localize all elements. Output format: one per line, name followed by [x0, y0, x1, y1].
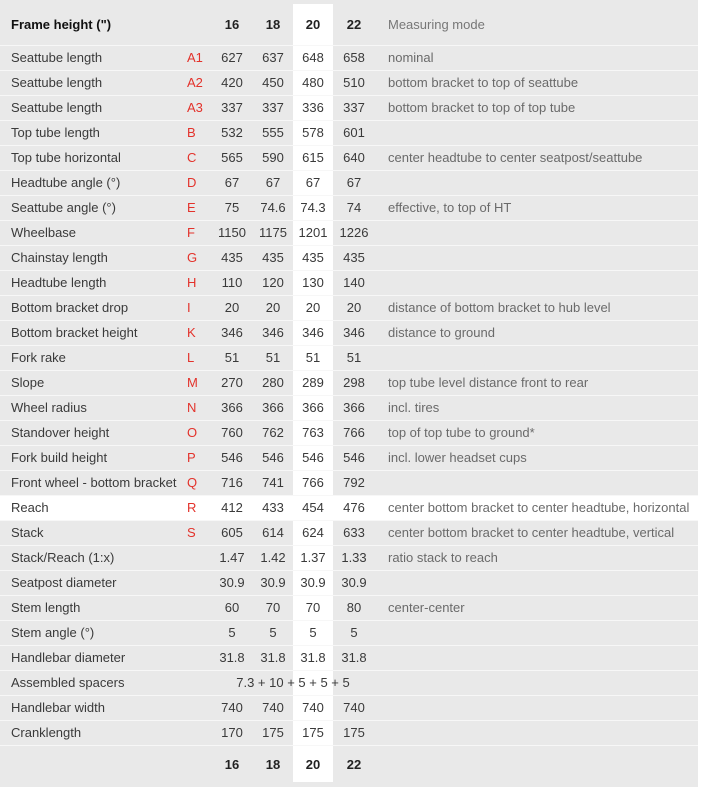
measurement-value: 435 — [262, 250, 284, 265]
measurement-value: 1150 — [218, 225, 246, 240]
measurement-value: 435 — [221, 250, 243, 265]
table-row — [0, 370, 698, 395]
measurement-code: I — [187, 300, 191, 315]
measurement-name: Reach — [11, 500, 49, 515]
measurement-name: Stem angle (°) — [11, 625, 95, 640]
size-header-22[interactable]: 22 — [346, 17, 362, 32]
measurement-code: O — [187, 425, 198, 440]
measurement-value: 615 — [302, 150, 324, 165]
measurement-value: 601 — [343, 125, 365, 140]
measurement-value: 30.9 — [341, 575, 367, 590]
measurement-name: Seattube length — [11, 100, 103, 115]
measurement-value: 74 — [346, 200, 362, 215]
measurement-value: 5 — [350, 625, 358, 640]
measurement-name: Stack — [11, 525, 44, 540]
measurement-note: incl. lower headset cups — [388, 450, 527, 465]
measurement-value: 792 — [343, 475, 365, 490]
measurement-value: 70 — [305, 600, 321, 615]
table-row — [0, 295, 698, 320]
table-row — [0, 520, 698, 545]
measurement-value: 337 — [221, 100, 243, 115]
table-row — [0, 695, 698, 720]
measurement-value: 366 — [302, 400, 324, 415]
measurement-value: 175 — [302, 725, 324, 740]
measurement-value: 346 — [302, 325, 324, 340]
table-row — [0, 70, 698, 95]
measurement-value: 627 — [221, 50, 243, 65]
size-header-16[interactable]: 16 — [224, 17, 240, 32]
measurement-value: 565 — [221, 150, 243, 165]
measurement-value: 435 — [343, 250, 365, 265]
measurement-value: 412 — [221, 500, 243, 515]
measurement-value: 476 — [343, 500, 365, 515]
table-row — [0, 220, 698, 245]
measurement-value: 532 — [221, 125, 243, 140]
measurement-note: nominal — [388, 50, 434, 65]
measurement-value: 578 — [302, 125, 324, 140]
measurement-value: 67 — [346, 175, 362, 190]
measurement-value: 637 — [262, 50, 284, 65]
measurement-note: center bottom bracket to center headtube, horizontal — [388, 500, 690, 515]
measurement-value: 270 — [221, 375, 243, 390]
measurement-value: 31.8 — [300, 650, 326, 665]
measurement-name: Wheelbase — [11, 225, 77, 240]
measurement-value: 20 — [305, 300, 321, 315]
table-row — [0, 245, 698, 270]
measuring-mode-label: Measuring mode — [388, 17, 485, 32]
table-row — [0, 470, 698, 495]
measurement-name: Cranklength — [11, 725, 82, 740]
measurement-value: 5 — [309, 625, 317, 640]
measurement-note: center bottom bracket to center headtube, vertical — [388, 525, 675, 540]
measurement-value: 175 — [262, 725, 284, 740]
measurement-value: 450 — [262, 75, 284, 90]
table-row — [0, 45, 698, 70]
measurement-value: 1.33 — [341, 550, 367, 565]
measurement-value: 110 — [221, 275, 243, 290]
measurement-note: ratio stack to reach — [388, 550, 498, 565]
measurement-value: 289 — [302, 375, 324, 390]
measurement-code: G — [187, 250, 198, 265]
measurement-value: 60 — [224, 600, 240, 615]
measurement-code: F — [187, 225, 195, 240]
measurement-value: 336 — [302, 100, 324, 115]
measurement-code: D — [187, 175, 197, 190]
measurement-value: 31.8 — [219, 650, 245, 665]
measurement-note: top tube level distance front to rear — [388, 375, 589, 390]
measurement-name: Handlebar width — [11, 700, 105, 715]
measurement-value: 67 — [305, 175, 321, 190]
measurement-value: 740 — [221, 700, 243, 715]
measurement-code: K — [187, 325, 196, 340]
measurement-value: 20 — [346, 300, 362, 315]
table-row — [0, 570, 698, 595]
measurement-value: 140 — [343, 275, 365, 290]
size-footer-20[interactable]: 20 — [305, 757, 321, 772]
measurement-value: 51 — [265, 350, 281, 365]
measurement-value: 760 — [221, 425, 243, 440]
measurement-value: 20 — [265, 300, 281, 315]
table-footer — [0, 745, 698, 783]
measurement-value: 454 — [302, 500, 324, 515]
measurement-name: Stack/Reach (1:x) — [11, 550, 115, 565]
size-header-20[interactable]: 20 — [305, 17, 321, 32]
measurement-name: Chainstay length — [11, 250, 108, 265]
measurement-value: 633 — [343, 525, 365, 540]
measurement-value: 435 — [302, 250, 324, 265]
measurement-code: R — [187, 500, 197, 515]
table-row — [0, 195, 698, 220]
table-row — [0, 270, 698, 295]
measurement-name: Assembled spacers — [11, 675, 125, 690]
measurement-note: incl. tires — [388, 400, 440, 415]
table-row — [0, 595, 698, 620]
measurement-value: 590 — [262, 150, 284, 165]
measurement-name: Wheel radius — [11, 400, 87, 415]
table-row — [0, 120, 698, 145]
measurement-value: 280 — [262, 375, 284, 390]
measurement-value: 51 — [346, 350, 362, 365]
table-row — [0, 445, 698, 470]
measurement-value: 740 — [302, 700, 324, 715]
measurement-value: 74.3 — [300, 200, 326, 215]
measurement-note: center headtube to center seatpost/seattube — [388, 150, 643, 165]
measurement-note: distance to ground — [388, 325, 495, 340]
measurement-name: Bottom bracket height — [11, 325, 138, 340]
measurement-value: 130 — [302, 275, 324, 290]
measurement-name: Fork build height — [11, 450, 108, 465]
measurement-value: 741 — [262, 475, 284, 490]
size-header-18[interactable]: 18 — [265, 17, 281, 32]
measurement-value: 51 — [305, 350, 321, 365]
measurement-name: Fork rake — [11, 350, 66, 365]
measurement-value: 555 — [262, 125, 284, 140]
size-footer-22[interactable]: 22 — [346, 757, 362, 772]
measurement-value: 30.9 — [260, 575, 286, 590]
measurement-value: 433 — [262, 500, 284, 515]
measurement-code: A2 — [187, 75, 203, 90]
table-header — [0, 6, 698, 44]
measurement-value: 170 — [221, 725, 243, 740]
table-row — [0, 95, 698, 120]
measurement-code: S — [187, 525, 196, 540]
measurement-value: 5 — [228, 625, 236, 640]
measurement-value: 740 — [343, 700, 365, 715]
measurement-value: 480 — [302, 75, 324, 90]
table-row — [0, 720, 698, 745]
measurement-value: 740 — [262, 700, 284, 715]
measurement-value: 546 — [343, 450, 365, 465]
measurement-code: C — [187, 150, 197, 165]
measurement-value: 67 — [224, 175, 240, 190]
measurement-value: 640 — [343, 150, 365, 165]
frame-height-label: Frame height (") — [11, 17, 112, 32]
measurement-value: 337 — [262, 100, 284, 115]
measurement-value: 74.6 — [260, 200, 286, 215]
measurement-value: 346 — [221, 325, 243, 340]
measurement-note: center-center — [388, 600, 465, 615]
measurement-code: E — [187, 200, 196, 215]
measurement-value: 614 — [262, 525, 284, 540]
measurement-name: Handlebar diameter — [11, 650, 126, 665]
measurement-name: Top tube horizontal — [11, 150, 121, 165]
measurement-value: 120 — [262, 275, 284, 290]
measurement-name: Seattube angle (°) — [11, 200, 116, 215]
measurement-value: 1.42 — [260, 550, 286, 565]
measurement-name: Stem length — [11, 600, 81, 615]
measurement-value: 605 — [221, 525, 243, 540]
measurement-value: 1.47 — [219, 550, 245, 565]
measurement-code: A3 — [187, 100, 203, 115]
measurement-value: 30.9 — [219, 575, 245, 590]
measurement-value: 420 — [221, 75, 243, 90]
measurement-value: 5 — [269, 625, 277, 640]
measurement-value: 70 — [265, 600, 281, 615]
measurement-code: L — [187, 350, 195, 365]
measurement-value: 31.8 — [260, 650, 286, 665]
measurement-value: 346 — [262, 325, 284, 340]
size-footer-16[interactable]: 16 — [224, 757, 240, 772]
measurement-name: Headtube angle (°) — [11, 175, 121, 190]
measurement-name: Headtube length — [11, 275, 107, 290]
table-row — [0, 420, 698, 445]
measurement-note: distance of bottom bracket to hub level — [388, 300, 611, 315]
measurement-value: 337 — [343, 100, 365, 115]
measurement-value: 716 — [221, 475, 243, 490]
measurement-value: 31.8 — [341, 650, 367, 665]
measurement-value: 546 — [221, 450, 243, 465]
measurement-name: Seattube length — [11, 50, 103, 65]
measurement-code: A1 — [187, 50, 203, 65]
measurement-value: 175 — [343, 725, 365, 740]
measurement-value: 75 — [224, 200, 240, 215]
measurement-value: 366 — [262, 400, 284, 415]
measurement-value: 1226 — [339, 225, 369, 240]
measurement-value: 20 — [224, 300, 240, 315]
measurement-code: M — [187, 375, 198, 390]
size-footer-18[interactable]: 18 — [265, 757, 281, 772]
measurement-value: 648 — [302, 50, 324, 65]
measurement-value: 546 — [302, 450, 324, 465]
measurement-value: 1201 — [298, 225, 328, 240]
measurement-note: bottom bracket to top of seattube — [388, 75, 579, 90]
measurement-note: bottom bracket to top of top tube — [388, 100, 576, 115]
measurement-name: Standover height — [11, 425, 110, 440]
table-row — [0, 545, 698, 570]
table-row — [0, 670, 698, 695]
measurement-value: 298 — [343, 375, 365, 390]
measurement-value: 366 — [221, 400, 243, 415]
table-row — [0, 495, 698, 520]
measurement-code: Q — [187, 475, 198, 490]
measurement-value: 546 — [262, 450, 284, 465]
measurement-note: top of top tube to ground* — [388, 425, 535, 440]
measurement-value: 366 — [343, 400, 365, 415]
measurement-code: B — [187, 125, 196, 140]
measurement-name: Top tube length — [11, 125, 100, 140]
measurement-value: 30.9 — [300, 575, 326, 590]
measurement-value: 80 — [346, 600, 362, 615]
measurement-value: 1175 — [259, 225, 287, 240]
measurement-code: N — [187, 400, 197, 415]
measurement-value: 510 — [343, 75, 365, 90]
table-row — [0, 645, 698, 670]
measurement-name: Slope — [11, 375, 45, 390]
measurement-value: 624 — [302, 525, 324, 540]
measurement-value: 51 — [224, 350, 240, 365]
measurement-code: H — [187, 275, 197, 290]
measurement-value: 346 — [343, 325, 365, 340]
measurement-name: Seattube length — [11, 75, 103, 90]
table-row — [0, 320, 698, 345]
measurement-note: effective, to top of HT — [388, 200, 512, 215]
measurement-value-span: 7.3 + 10 + 5 + 5 + 5 — [236, 675, 350, 690]
measurement-value: 762 — [262, 425, 284, 440]
measurement-name: Bottom bracket drop — [11, 300, 129, 315]
measurement-value: 766 — [343, 425, 365, 440]
measurement-name: Seatpost diameter — [11, 575, 117, 590]
measurement-code: P — [187, 450, 196, 465]
table-row — [0, 395, 698, 420]
measurement-value: 658 — [343, 50, 365, 65]
measurement-value: 1.37 — [300, 550, 326, 565]
measurement-value: 67 — [265, 175, 281, 190]
measurement-value: 766 — [302, 475, 324, 490]
measurement-value: 763 — [302, 425, 324, 440]
table-row — [0, 620, 698, 645]
measurement-name: Front wheel - bottom bracket — [11, 475, 177, 490]
table-row — [0, 345, 698, 370]
table-row — [0, 170, 698, 195]
table-row — [0, 145, 698, 170]
